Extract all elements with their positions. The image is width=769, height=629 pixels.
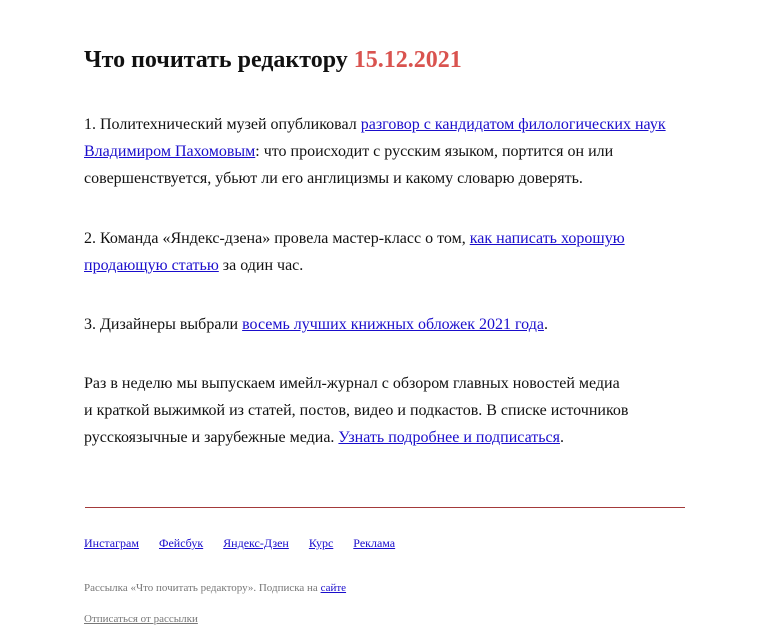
news-item-3-link[interactable]: восемь лучших книжных обложек 2021 года	[242, 316, 544, 333]
subscribe-link[interactable]: Узнать подробнее и подписаться	[338, 429, 561, 446]
news-item-1-text: 1. Политехнический музей опубликовал	[84, 116, 361, 133]
footer-social-links	[84, 536, 415, 551]
unsubscribe-link[interactable]: Отписаться от рассылки	[84, 613, 198, 625]
footer-divider	[85, 507, 685, 508]
about-line-1: Раз в неделю мы выпускаем имейл-журнал с обзором главных новостей медиа	[84, 375, 620, 392]
news-item-1-tail: : что происходит с русским языком, портится он или совершенствуется, убьют ли его англицизмы и какому словарю доверять.	[84, 143, 614, 187]
news-item-3-text: 3. Дизайнеры выбрали	[84, 316, 243, 333]
unsubscribe-row	[84, 613, 198, 625]
news-item-1	[84, 111, 684, 192]
about-line-2: и краткой выжимкой из статей, постов, видео и подкастов. В списке источников русскоязычные и зарубежные медиа.	[84, 402, 629, 446]
about-paragraph	[84, 370, 684, 451]
news-item-2-text: 2. Команда «Яндекс-дзена» провела мастер-класс о том,	[84, 230, 470, 247]
news-item-2-tail: за один час.	[218, 257, 304, 274]
title-text: Что почитать редактору	[84, 47, 348, 73]
footer-link-facebook[interactable]: Фейсбук	[158, 536, 204, 550]
footer-link-ads[interactable]: Реклама	[353, 536, 396, 550]
news-item-1-link[interactable]: разговор с кандидатом филологических наук Владимиром Пахомовым	[84, 116, 666, 160]
subscription-note-text: Рассылка «Что почитать редактору». Подписка на	[84, 582, 321, 594]
issue-date: 15.12.2021	[353, 47, 462, 73]
subscription-note	[84, 582, 346, 594]
site-link[interactable]: сайте	[320, 582, 347, 594]
about-tail: .	[560, 429, 565, 446]
page-title	[84, 45, 462, 75]
news-item-3	[84, 311, 684, 338]
news-item-2-link[interactable]: как написать хорошую продающую статью	[84, 230, 625, 274]
news-item-2	[84, 225, 684, 279]
footer-link-course[interactable]: Курс	[308, 536, 334, 550]
footer-link-instagram[interactable]: Инстаграм	[84, 536, 139, 550]
footer-link-yandex-zen[interactable]: Яндекс-Дзен	[223, 536, 289, 550]
news-item-3-tail: .	[543, 316, 548, 333]
